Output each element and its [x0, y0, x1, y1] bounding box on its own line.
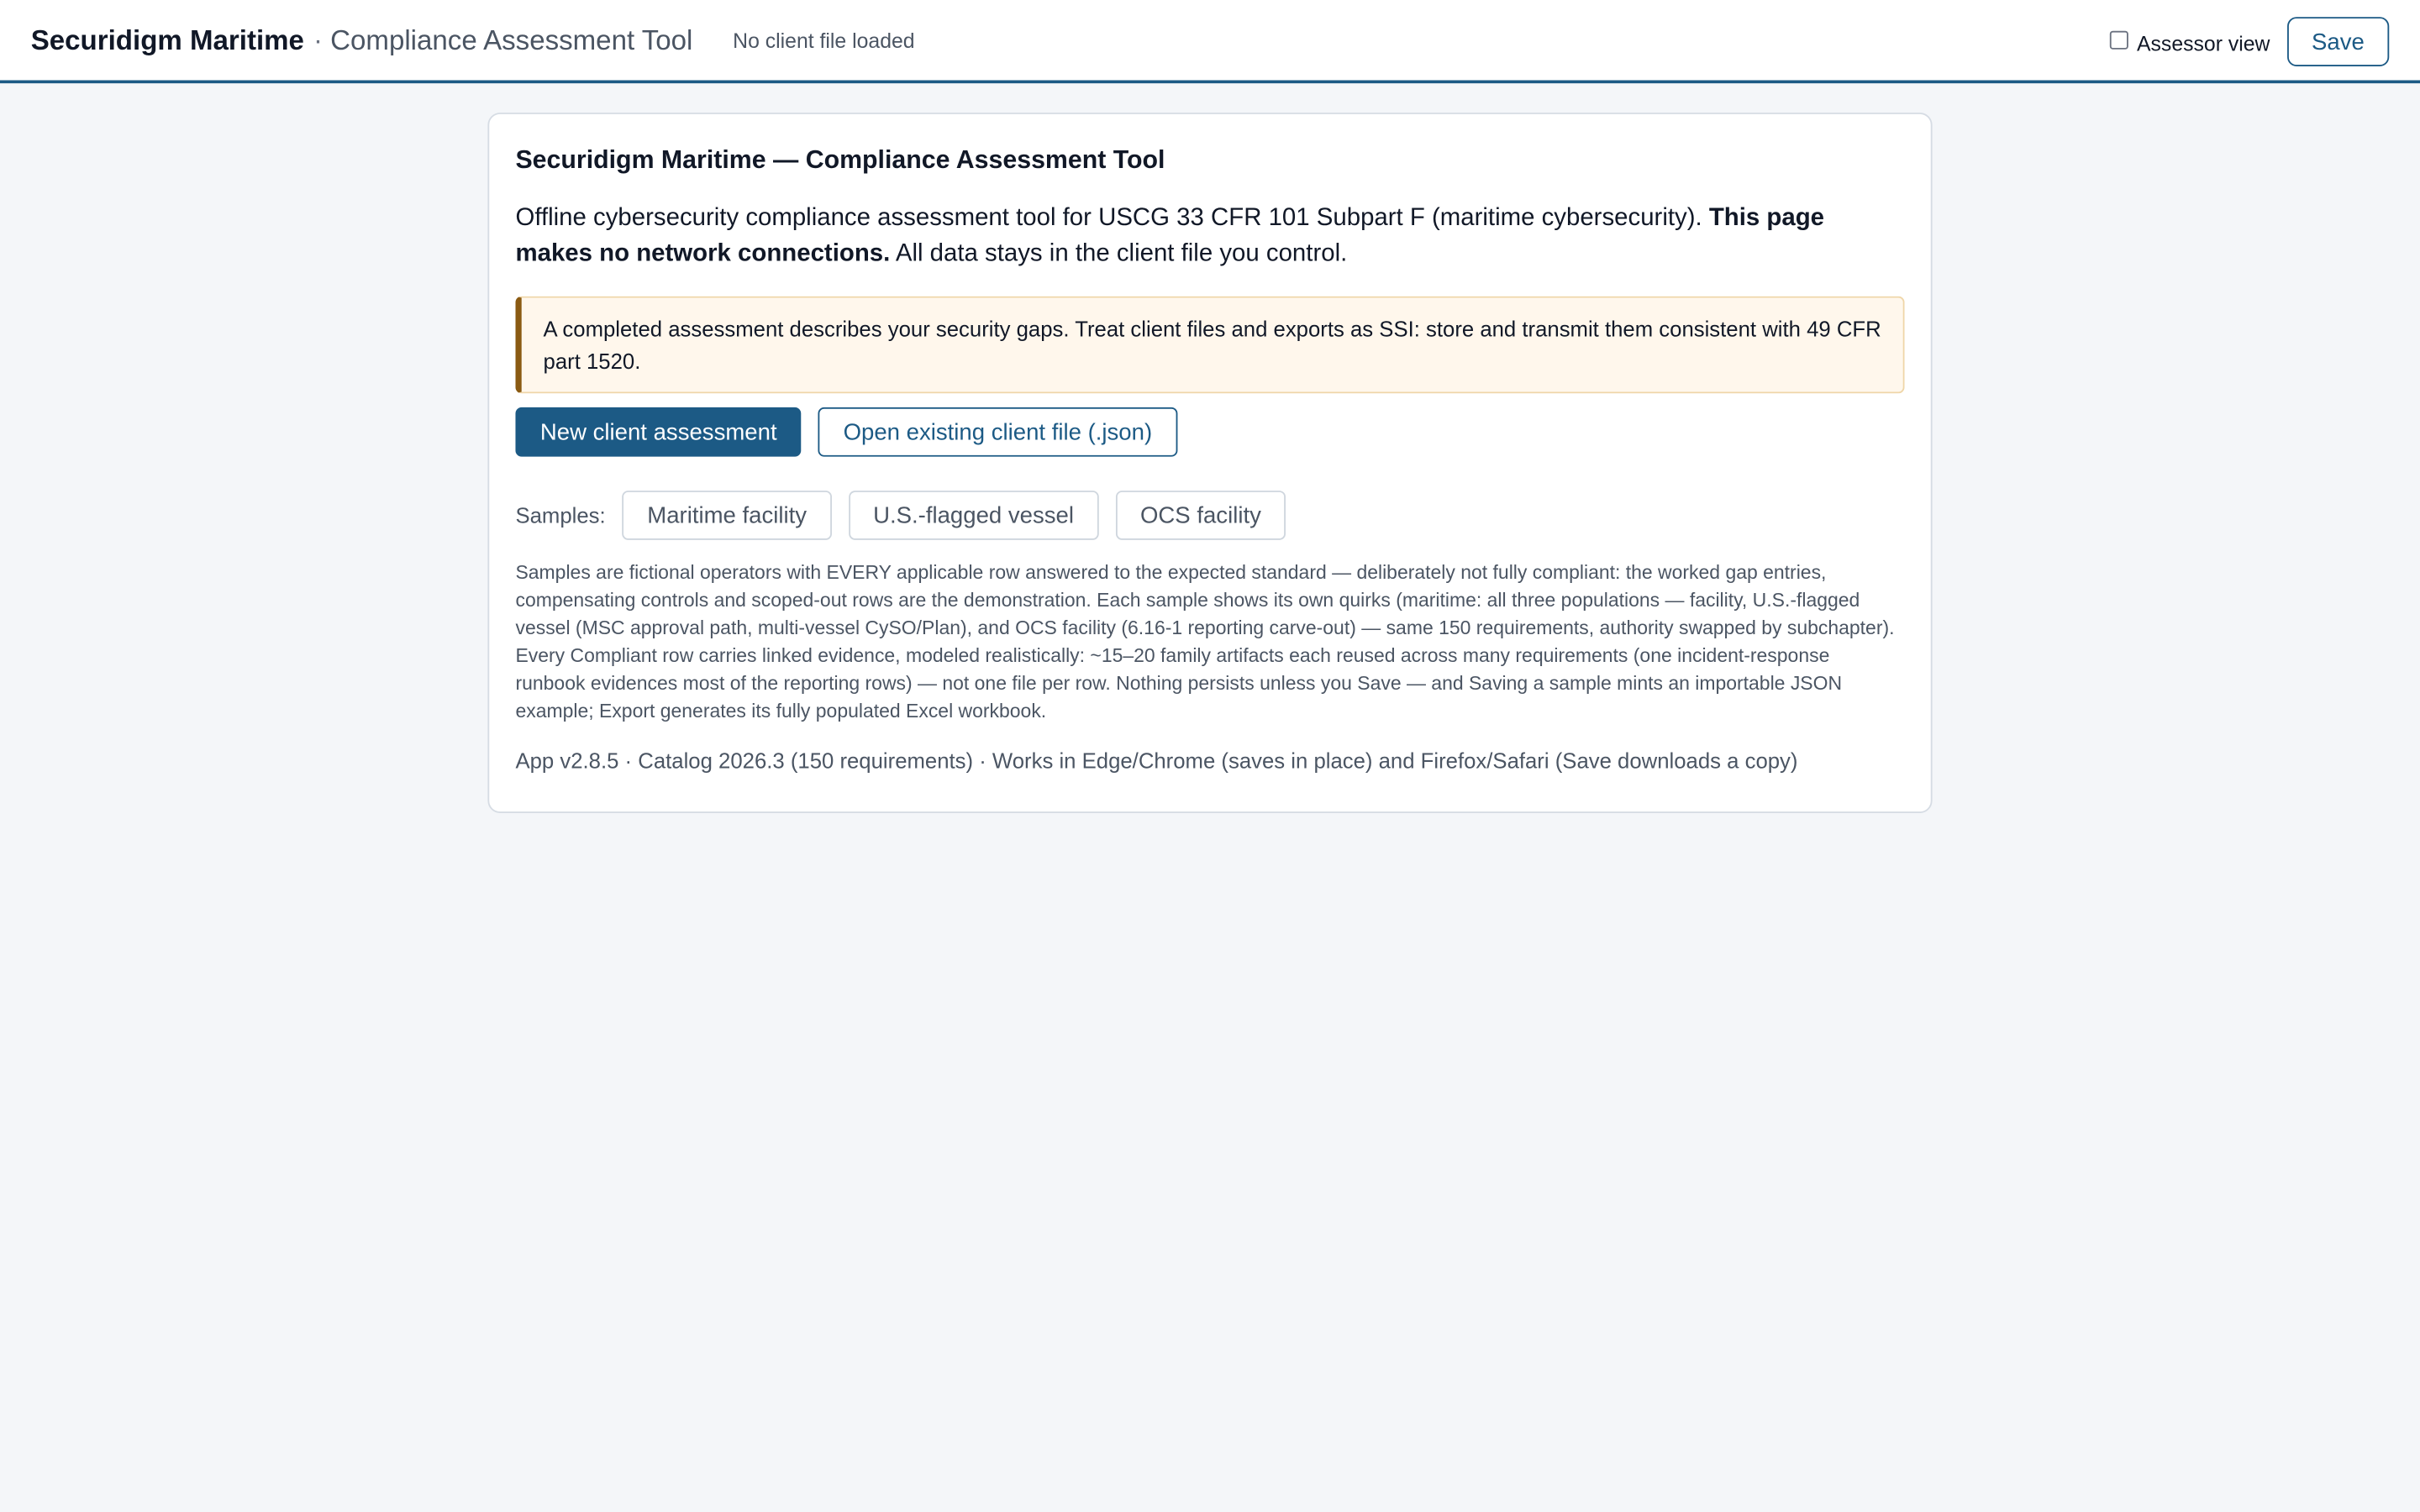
- top-bar: [0, 0, 2420, 83]
- assessor-view-toggle[interactable]: [2109, 32, 2270, 55]
- primary-actions: [515, 407, 1904, 457]
- intro-text: Offline cybersecurity compliance assessment tool for USCG 33 CFR 101 Subpart F (maritime cybersecurity).: [515, 205, 1709, 232]
- sample-maritime-facility-button[interactable]: Maritime facility: [623, 491, 832, 540]
- file-status: No client file loaded: [733, 28, 915, 52]
- brand-name: Securidigm Maritime: [30, 24, 304, 55]
- ssi-warning-callout: A completed assessment describes your security gaps. Treat client files and exports as SSI: store and transmit them consistent with 49 CFR part 1520.: [515, 297, 1904, 394]
- assessor-view-checkbox[interactable]: [2109, 30, 2128, 49]
- app-subtitle: Compliance Assessment Tool: [330, 24, 693, 55]
- new-client-assessment-button[interactable]: New client assessment: [515, 407, 802, 457]
- intro-tail-text: All data stays in the client file you control.: [890, 240, 1348, 267]
- intro-paragraph: [515, 201, 1904, 271]
- samples-label: Samples:: [515, 502, 606, 528]
- intro-bold-text: This page makes no network connections.: [515, 205, 1825, 267]
- sample-ocs-facility-button[interactable]: OCS facility: [1116, 491, 1286, 540]
- samples-description: Samples are fictional operators with EVERY applicable row answered to the expected standard — deliberately not fully compliant: the worked gap entries, compensating controls and scoped-out rows are the demonstration. Each sample shows its own quirks (maritime: all three populations — facility, U.S.-flagged vessel (MSC approval path, multi-vessel CySO/Plan), and OCS facility (6.16-1 reporting carve-out) — same 150 requirements, authority swapped by subchapter). Every Compliant row carries linked evidence, modeled realistically: ~15–20 family artifacts each reused across many requirements (one incident-response runbook evidences most of the reporting rows) — not one file per row. Nothing persists unless you Save — and Saving a sample mints an importable JSON example; Export generates its fully populated Excel workbook.: [515, 561, 1895, 722]
- sample-us-flagged-vessel-button[interactable]: U.S.-flagged vessel: [849, 491, 1099, 540]
- top-bar-actions: [2109, 0, 2389, 83]
- save-button[interactable]: Save: [2287, 17, 2390, 66]
- card-title: Securidigm Maritime — Compliance Assessment Tool: [515, 146, 1165, 175]
- open-client-file-button[interactable]: Open existing client file (.json): [818, 407, 1176, 457]
- brand-separator: ·: [313, 24, 323, 55]
- version-info: App v2.8.5 · Catalog 2026.3 (150 requirements) · Works in Edge/Chrome (saves in place) and Firefox/Safari (Save downloads a copy): [515, 748, 1798, 774]
- assessor-view-label: Assessor view: [2136, 31, 2270, 55]
- welcome-card: [487, 113, 1932, 813]
- samples-row: [515, 491, 1904, 540]
